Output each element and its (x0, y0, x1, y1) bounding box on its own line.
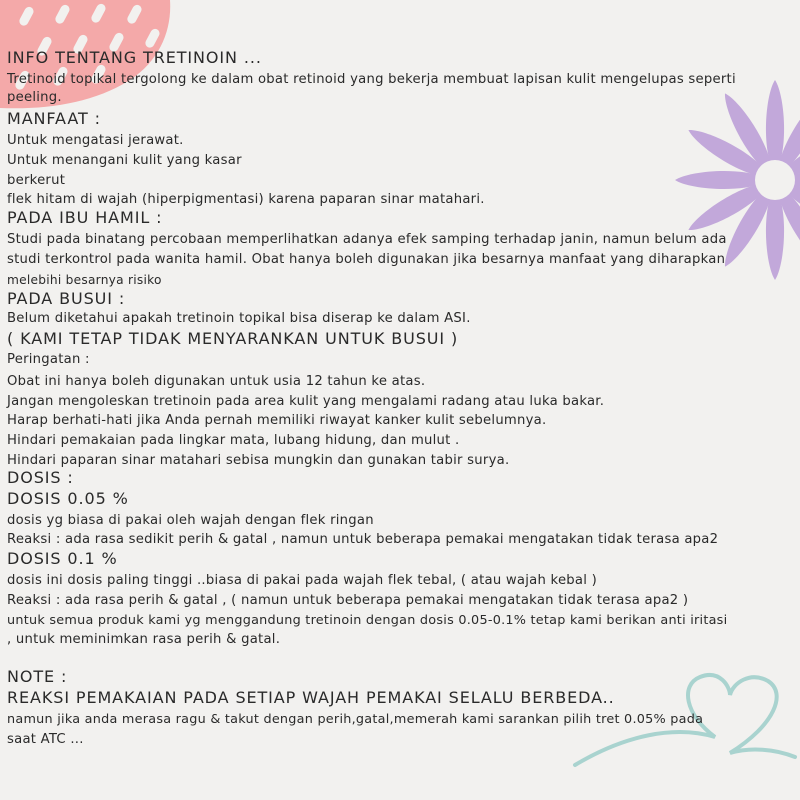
peringatan-item: Hindari pemakaian pada lingkar mata, lubang hidung, dan mulut . (7, 433, 460, 448)
peringatan-item: Hindari paparan sinar matahari sebisa mungkin dan gunakan tabir surya. (7, 453, 510, 468)
note-text: namun jika anda merasa ragu & takut dengan perih,gatal,memerah kami sarankan pilih tret 0.05% pada (7, 712, 704, 727)
dosis-005-reaksi: Reaksi : ada rasa sedikit perih & gatal , namun untuk beberapa pemakai mengatakan tidak terasa apa2 (7, 532, 719, 547)
manfaat-item: Untuk mengatasi jerawat. (7, 133, 184, 148)
dosis-005-heading: DOSIS 0.05 % (7, 489, 129, 508)
manfaat-item: flek hitam di wajah (hiperpigmentasi) karena paparan sinar matahari. (7, 192, 485, 207)
note-text: saat ATC ... (7, 732, 84, 747)
ibu-hamil-heading: PADA IBU HAMIL : (7, 208, 163, 227)
peringatan-item: Harap berhati-hati jika Anda pernah memiliki riwayat kanker kulit sebelumnya. (7, 413, 547, 428)
ibu-hamil-text: Studi pada binatang percobaan memperlihatkan adanya efek samping terhadap janin, namun belum ada (7, 232, 727, 247)
dosis-all-text: , untuk meminimkan rasa perih & gatal. (7, 632, 281, 647)
dosis-01-reaksi: Reaksi : ada rasa perih & gatal , ( namun untuk beberapa pemakai mengatakan tidak terasa apa2 ) (7, 593, 689, 608)
peringatan-item: Obat ini hanya boleh digunakan untuk usia 12 tahun ke atas. (7, 374, 426, 389)
manfaat-item: berkerut (7, 173, 66, 188)
dosis-all-text: untuk semua produk kami yg menggandung tretinoin dengan dosis 0.05-0.1% tetap kami berikan anti iritasi (7, 613, 728, 628)
dosis-005-text: dosis yg biasa di pakai oleh wajah dengan flek ringan (7, 513, 374, 528)
dosis-heading: DOSIS : (7, 468, 74, 487)
intro-text: Tretinoid topikal tergolong ke dalam obat retinoid yang bekerja membuat lapisan kulit mengelupas seperti peeling. (7, 72, 736, 105)
dosis-01-heading: DOSIS 0.1 % (7, 549, 118, 568)
note-heading: NOTE : (7, 667, 68, 686)
ibu-hamil-text: studi terkontrol pada wanita hamil. Obat hanya boleh digunakan jika besarnya manfaat yang diharapkan (7, 252, 726, 267)
manfaat-item: Untuk menangani kulit yang kasar (7, 153, 242, 168)
note-text: REAKSI PEMAKAIAN PADA SETIAP WAJAH PEMAKAI SELALU BERBEDA.. (7, 688, 615, 707)
peringatan-heading: Peringatan : (7, 352, 90, 367)
busui-text: Belum diketahui apakah tretinoin topikal bisa diserap ke dalam ASI. (7, 311, 471, 326)
manfaat-heading: MANFAAT : (7, 109, 101, 128)
peringatan-item: Jangan mengoleskan tretinoin pada area kulit yang mengalami radang atau luka bakar. (7, 394, 605, 409)
doc-title: INFO TENTANG TRETINOIN ... (7, 48, 262, 67)
busui-heading: PADA BUSUI : (7, 289, 126, 308)
ibu-hamil-text: melebihi besarnya risiko (7, 273, 162, 287)
dosis-01-text: dosis ini dosis paling tinggi ..biasa di pakai pada wajah flek tebal, ( atau wajah kebal ) (7, 573, 598, 588)
busui-note: ( KAMI TETAP TIDAK MENYARANKAN UNTUK BUSUI ) (7, 329, 459, 348)
